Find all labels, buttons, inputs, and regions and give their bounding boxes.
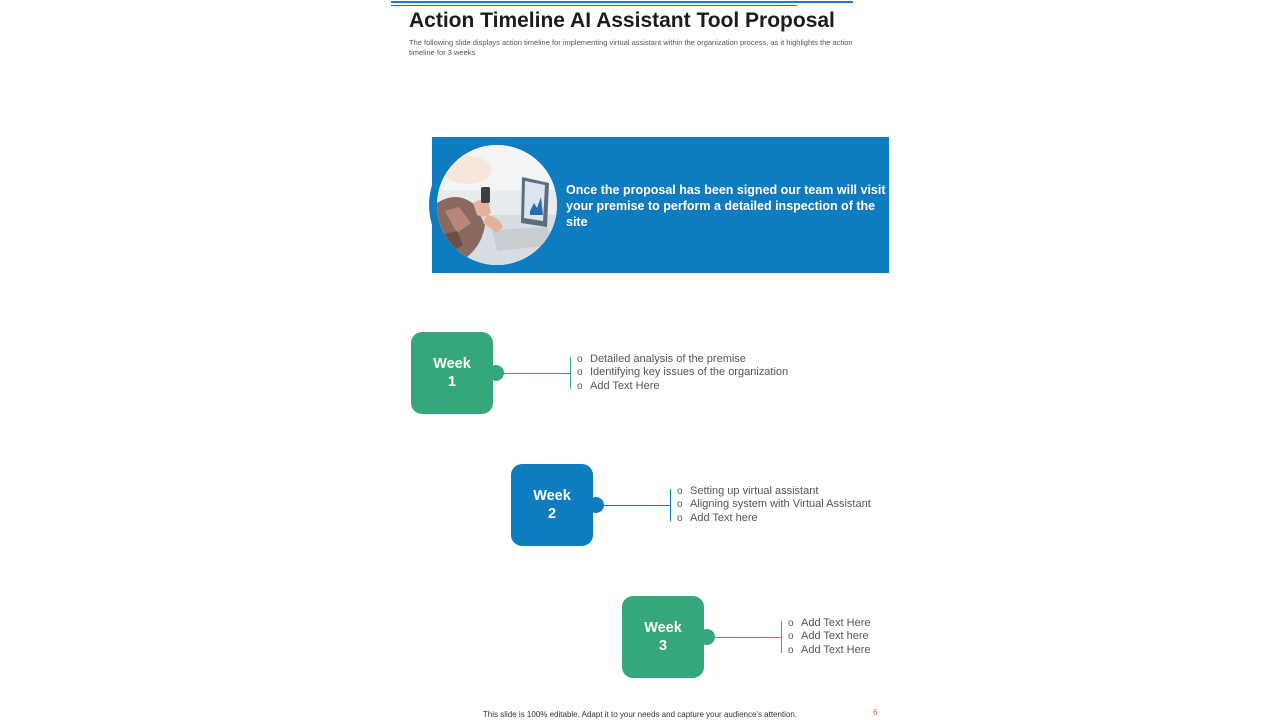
week-3-label: Week — [644, 620, 682, 636]
week-1-connector-line — [504, 373, 570, 374]
week-1-bracket — [570, 357, 571, 389]
week-1-task-list — [577, 353, 788, 393]
slide-title: Action Timeline AI Assistant Tool Proposal — [409, 9, 835, 32]
top-rule-secondary — [391, 5, 797, 6]
list-item: o Add Text Here — [788, 617, 871, 630]
list-item: o Add Text here — [788, 630, 871, 643]
slide-subtitle: The following slide displays action timeline for implementing virtual assistant within the organization process, as it highlights the action timeline for 3 weeks — [409, 38, 853, 57]
list-item: o Add Text here — [677, 512, 871, 525]
week-2-task-list — [677, 485, 871, 525]
week-2-box — [511, 464, 593, 546]
hero-text: Once the proposal has been signed our team will visit your premise to perform a detailed inspection of the site — [566, 183, 886, 229]
week-3-connector-dot — [699, 629, 715, 645]
list-item: o Aligning system with Virtual Assistant — [677, 498, 871, 511]
week-2-label: Week — [533, 488, 571, 504]
person-with-laptop-photo — [437, 145, 557, 265]
week-3-bracket — [781, 621, 782, 653]
week-2-connector-dot — [588, 497, 604, 513]
week-3-box — [622, 596, 704, 678]
week-1-label: Week — [433, 356, 471, 372]
week-2-number: 2 — [547, 506, 557, 522]
week-1-number: 1 — [447, 374, 457, 390]
week-3-task-list — [788, 617, 871, 657]
page-number: 6 — [873, 708, 878, 717]
list-item: o Identifying key issues of the organization — [577, 366, 788, 379]
week-2-connector-line — [604, 505, 670, 506]
footer-note: This slide is 100% editable. Adapt it to your needs and capture your audience's attention. — [482, 710, 798, 719]
week-1-connector-dot — [488, 365, 504, 381]
list-item: o Detailed analysis of the premise — [577, 353, 788, 366]
top-rule — [391, 1, 853, 3]
list-item: o Add Text Here — [788, 644, 871, 657]
list-item: o Setting up virtual assistant — [677, 485, 871, 498]
week-3-number: 3 — [658, 638, 668, 654]
week-3-connector-line — [715, 637, 781, 638]
list-item: o Add Text Here — [577, 380, 788, 393]
week-2-bracket — [670, 489, 671, 521]
week-1-box — [411, 332, 493, 414]
